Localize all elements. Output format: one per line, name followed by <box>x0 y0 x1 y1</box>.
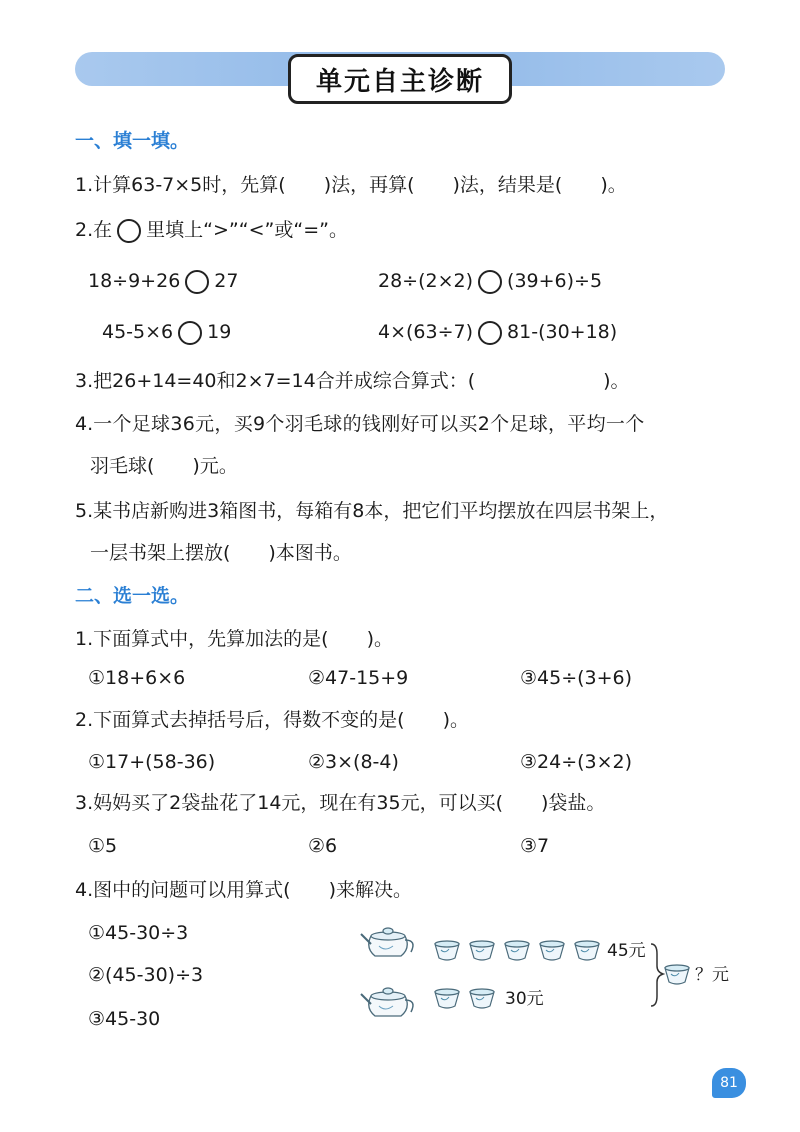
q-text: )。 <box>603 370 630 392</box>
s1-q2-item2 <box>378 268 602 294</box>
q-text: )法，结果是( <box>452 174 563 196</box>
q-label: 3. <box>75 792 94 814</box>
q-label: 2. <box>75 219 94 241</box>
s2-q1-option3[interactable]: ③45÷(3+6) <box>520 667 633 689</box>
q-text: )法，再算( <box>323 174 415 196</box>
s1-q2-item1 <box>88 268 238 294</box>
s2-q2-option3[interactable]: ③24÷(3×2) <box>520 751 633 773</box>
expr-right: (39+6)÷5 <box>507 270 603 292</box>
cup-icon <box>665 965 689 984</box>
cup-icon <box>540 941 564 960</box>
q-text: 计算63-7×5时，先算( <box>93 174 286 196</box>
compare-circle[interactable] <box>478 321 502 345</box>
teapot-icon-bottom <box>361 988 413 1016</box>
q-label: 4. <box>75 413 94 435</box>
s1-q1 <box>75 172 627 198</box>
cup-icon <box>435 941 459 960</box>
expr-left: 45-5×6 <box>102 321 174 343</box>
teapot-cups-figure <box>355 918 745 1030</box>
s2-q2 <box>75 707 469 733</box>
q-text: )。 <box>442 709 469 731</box>
s1-q4-line1 <box>75 411 645 437</box>
s1-q2-item4 <box>378 319 617 345</box>
q-text: 把26+14=40和2×7=14合并成综合算式：( <box>93 370 476 392</box>
s2-q3-option1[interactable]: ①5 <box>88 835 118 857</box>
q-label: 1. <box>75 628 94 650</box>
s2-q2-option1[interactable]: ①17+(58-36) <box>88 751 216 773</box>
s2-q4-option2[interactable]: ②(45-30)÷3 <box>88 964 204 986</box>
q-label: 1. <box>75 174 94 196</box>
cup-icon <box>470 989 494 1008</box>
q-label: 4. <box>75 879 94 901</box>
q-text: 一个足球36元，买9个羽毛球的钱刚好可以买2个足球，平均一个 <box>93 413 645 435</box>
compare-circle[interactable] <box>478 270 502 294</box>
page-title: 单元自主诊断 <box>315 66 484 97</box>
s1-q2-item3 <box>102 319 231 345</box>
compare-circle-icon <box>117 219 141 243</box>
s1-q3 <box>75 368 630 394</box>
q-text: )来解决。 <box>328 879 412 901</box>
price-45: 45元 <box>607 941 646 961</box>
page-title-box <box>288 54 512 104</box>
s1-q4-line2 <box>90 453 238 479</box>
q-text: 羽毛球( <box>90 455 155 477</box>
s2-q3-option2[interactable]: ②6 <box>308 835 338 857</box>
compare-circle[interactable] <box>185 270 209 294</box>
q-text: 下面算式去掉括号后，得数不变的是( <box>93 709 405 731</box>
cup-icon <box>505 941 529 960</box>
section2-title: 二、选一选。 <box>75 585 190 607</box>
q-label: 2. <box>75 709 94 731</box>
q-text: )元。 <box>192 455 238 477</box>
expr-left: 28÷(2×2) <box>378 270 474 292</box>
expr-right: 27 <box>214 270 239 292</box>
s2-q4-option3[interactable]: ③45-30 <box>88 1008 161 1030</box>
s2-q3-option3[interactable]: ③7 <box>520 835 550 857</box>
q-text: 图中的问题可以用算式( <box>93 879 291 901</box>
q-text: 在 <box>93 219 113 241</box>
q-text: )袋盐。 <box>541 792 606 814</box>
price-question: ？元 <box>695 965 729 985</box>
expr-left: 4×(63÷7) <box>378 321 474 343</box>
s2-q4 <box>75 877 412 903</box>
q-text: )。 <box>600 174 627 196</box>
q-text: 里填上“>”“<”或“=”。 <box>146 219 348 241</box>
s2-q1-option1[interactable]: ①18+6×6 <box>88 667 186 689</box>
s2-q3 <box>75 790 605 816</box>
q-text: )。 <box>366 628 393 650</box>
page-number: 81 <box>712 1068 746 1098</box>
q-text: 某书店新购进3箱图书，每箱有8本，把它们平均摆放在四层书架上， <box>93 500 669 522</box>
q-text: 妈妈买了2袋盐花了14元，现在有35元，可以买( <box>93 792 503 814</box>
q-text: 下面算式中，先算加法的是( <box>93 628 329 650</box>
q-label: 3. <box>75 370 94 392</box>
s1-q2 <box>75 217 348 243</box>
expr-right: 19 <box>207 321 232 343</box>
q-text: 一层书架上摆放( <box>90 542 231 564</box>
section1-title: 一、填一填。 <box>75 130 190 152</box>
cup-icon <box>575 941 599 960</box>
compare-circle[interactable] <box>178 321 202 345</box>
cup-icon <box>470 941 494 960</box>
expr-left: 18÷9+26 <box>88 270 181 292</box>
s2-q4-option1[interactable]: ①45-30÷3 <box>88 922 189 944</box>
price-30: 30元 <box>505 989 544 1009</box>
teapot-icon-top <box>361 928 413 956</box>
q-text: )本图书。 <box>268 542 352 564</box>
s2-q2-option2[interactable]: ②3×(8-4) <box>308 751 399 773</box>
cup-icon <box>435 989 459 1008</box>
s2-q1-option2[interactable]: ②47-15+9 <box>308 667 409 689</box>
q-label: 5. <box>75 500 94 522</box>
expr-right: 81-(30+18) <box>507 321 618 343</box>
s1-q5-line1 <box>75 498 668 524</box>
brace-icon <box>651 944 663 1006</box>
s1-q5-line2 <box>90 540 352 566</box>
s2-q1 <box>75 626 393 652</box>
